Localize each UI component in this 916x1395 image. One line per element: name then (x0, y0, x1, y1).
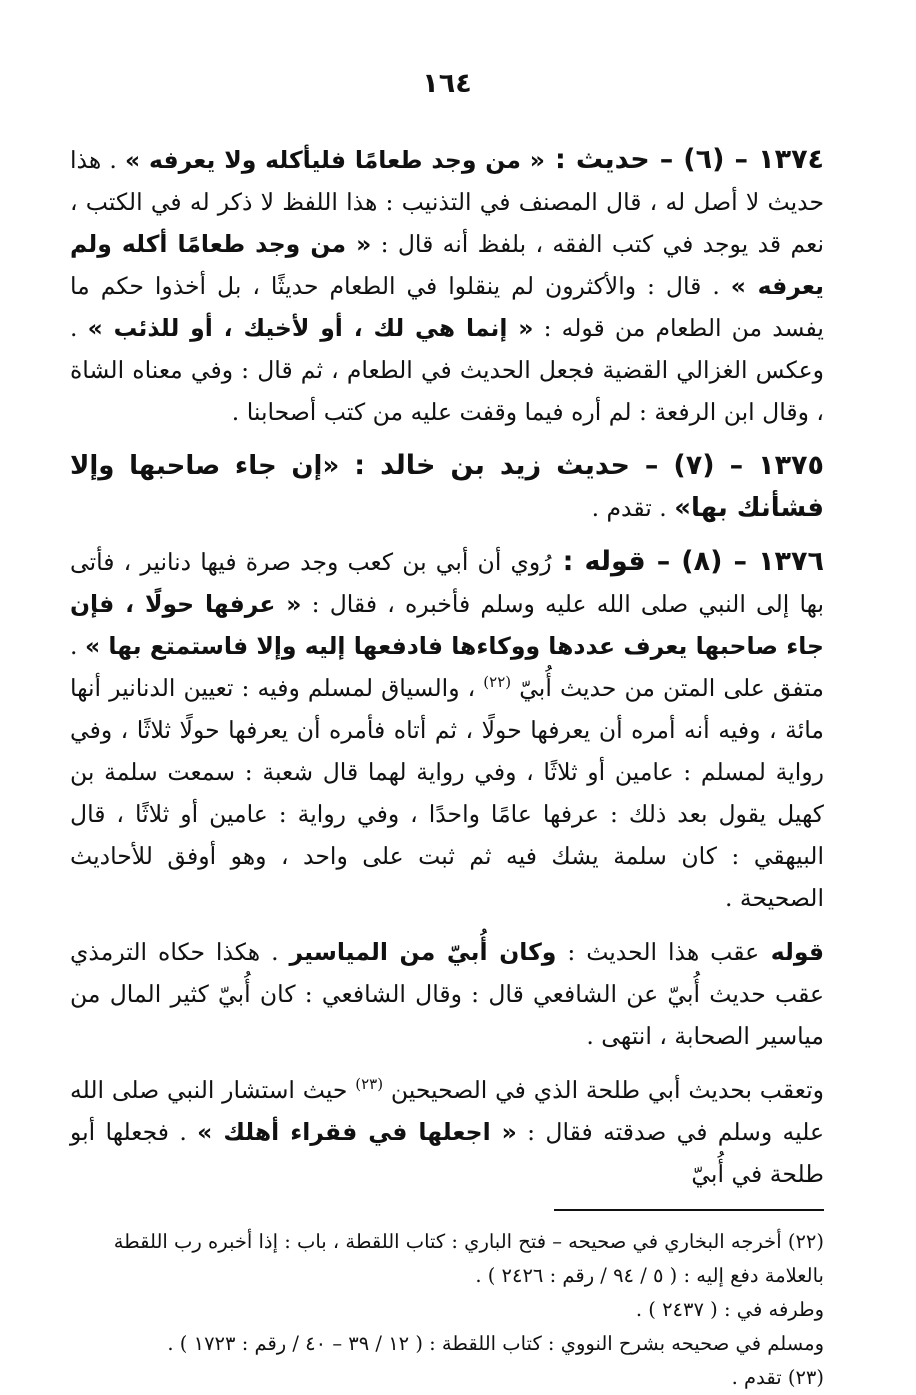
footnote: وطرفه في : ( ٢٤٣٧ ) . (635, 1298, 824, 1321)
hadith-quote: «إن جاء صاحبها وإلا فشأنك بها» (70, 451, 824, 523)
hadith-quote: « عرفها حولًا ، فإن جاء صاحبها يعرف عددها ووكاءها فادفعها إليه وإلا فاستمتع بها » (70, 590, 824, 660)
footnote-divider (554, 1209, 824, 1211)
entry-text: . تقدم . (591, 494, 675, 522)
entry-1375 (70, 445, 824, 529)
footnote-ref: (٢٢) (483, 673, 512, 692)
entry-text: . هكذا حكاه الترمذي عقب حديث أُبيّ عن الشافعي قال : وقال الشافعي : كان أُبيّ كثير المال من مياسير الصحابة ، انتهى . (70, 938, 824, 1050)
entry-1376 (70, 541, 824, 919)
entry-text: . قال : والأكثرون لم ينقلوا في الطعام حديثًا ، بل أخذوا حكم ما يفسد من الطعام من قوله : (70, 272, 824, 342)
commentary-paragraph (70, 931, 824, 1057)
hadith-quote: « إنما هي لك ، أو لأخيك ، أو للذئب » (87, 314, 534, 342)
hadith-quote: « اجعلها في فقراء أهلك » (197, 1118, 517, 1146)
footnote: (٢٢) أخرجه البخاري في صحيحه – فتح الباري : كتاب اللقطة ، باب : إذا أخبره رب اللقطة بالعلامة دفع إليه : ( ٥ / ٩٤ / رقم : ٢٤٢٦ ) . (113, 1230, 824, 1287)
entry-heading: ١٣٧٤ – (٦) – حديث : (545, 144, 825, 175)
entry-text: وتعقب بحديث أبي طلحة الذي في الصحيحين (383, 1076, 824, 1104)
footnote: (٢٣) تقدم . (731, 1366, 824, 1389)
commentary-paragraph-2 (70, 1069, 824, 1195)
footnote-ref: (٢٣) (355, 1075, 384, 1094)
hadith-quote: « من وجد طعامًا فليأكله ولا يعرفه » (124, 146, 545, 174)
page-number: ١٦٤ (422, 68, 472, 99)
entry-heading: ١٣٧٥ – (٧) – حديث زيد بن خالد : (339, 450, 825, 481)
hadith-quote: « من وجد طعامًا أكله ولم يعرفه » (70, 230, 824, 300)
quoted-phrase: وكان أُبيّ من المياسير (289, 938, 557, 966)
entry-text: رُوي أن أبي بن كعب وجد صرة فيها دنانير ، فأتى بها إلى النبي صلى الله عليه وسلم فأخبره ، فقال : (70, 548, 824, 618)
footnotes (70, 1225, 824, 1395)
entry-text: ، والسياق لمسلم وفيه : تعيين الدنانير أنها مائة ، وفيه أنه أمره أن يعرفها حولًا ، ثم أتاه فأمره أن يعرفها حولًا ثلاثًا ، وفي رواية لمسلم : عامين أو ثلاثًا ، وفي رواية لهما قال شعبة : سمعت سلمة بن كهيل يقول بعد ذلك : عرفها عامًا واحدًا ، وفي رواية : عامين أو ثلاثًا ، قال البيهقي : كان سلمة يشك فيه ثم ثبت على واحد ، وهو أوفق للأحاديث الصحيحة . (70, 674, 824, 912)
footnote: ومسلم في صحيحه بشرح النووي : كتاب اللقطة : ( ١٢ / ٣٩ – ٤٠ / رقم : ١٧٢٣ ) . (167, 1332, 824, 1355)
entry-text: . فجعلها أبو طلحة في أُبيّ (70, 1118, 824, 1188)
entry-text: حيث استشار النبي صلى الله عليه وسلم في صدقته فقال : (70, 1076, 825, 1146)
entry-text: . وعكس الغزالي القضية فجعل الحديث في الطعام ، ثم قال : وفي معناه الشاة ، وقال ابن الرفعة : لم أره فيما وقفت عليه من كتب أصحابنا . (70, 314, 824, 426)
entry-text: عقب هذا الحديث : (556, 938, 760, 966)
entry-heading: قوله (759, 938, 824, 966)
entry-text: . متفق على المتن من حديث أُبيّ (70, 632, 824, 702)
entry-1374 (70, 139, 824, 433)
entry-text: . هذا حديث لا أصل له ، قال المصنف في التذنيب : هذا اللفظ لا ذكر له في الكتب ، نعم قد يوجد في كتب الفقه ، بلفظ أنه قال : (70, 146, 824, 258)
entry-heading: ١٣٧٦ – (٨) – قوله : (551, 546, 824, 577)
